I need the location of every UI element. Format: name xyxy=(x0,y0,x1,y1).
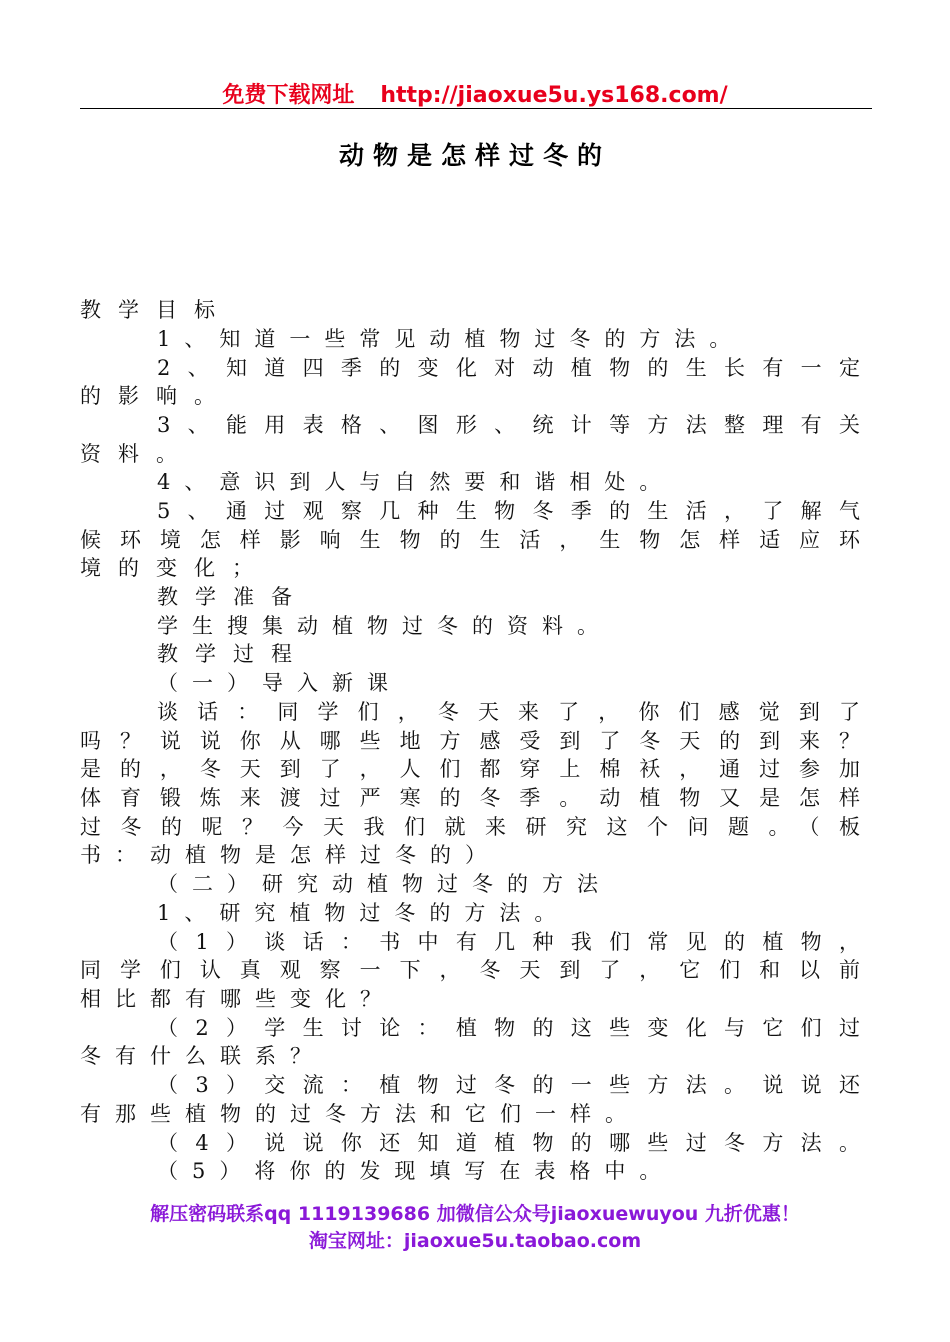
text-line: （3）交流：植物过冬的一些方法。说说还 xyxy=(157,1073,860,1097)
text-line: 有那些植物的过冬方法和它们一样。 xyxy=(80,1102,640,1126)
subsection-heading: （二）研究动植物过冬的方法 xyxy=(157,872,612,896)
page-title: 动物是怎样过冬的 xyxy=(338,141,611,170)
download-url-link[interactable]: http://jiaoxue5u.ys168.com/ xyxy=(380,83,728,108)
section-heading-objectives: 教学目标 xyxy=(80,298,232,322)
footer-shop-link[interactable]: 淘宝网址：jiaoxue5u.taobao.com xyxy=(308,1230,642,1252)
text-line: 1、知道一些常见动植物过冬的方法。 xyxy=(157,327,745,351)
text-line: 过冬的呢？今天我们就来研究这个问题。（板 xyxy=(80,815,860,839)
text-line: 相比都有哪些变化？ xyxy=(80,987,395,1011)
text-line: 冬有什么联系？ xyxy=(80,1044,325,1068)
text-line: 体育锻炼来渡过严寒的冬季。动植物又是怎样 xyxy=(80,786,860,810)
text-line: 1、研究植物过冬的方法。 xyxy=(157,901,570,925)
text-line: 吗？说说你从哪些地方感受到了冬天的到来？ xyxy=(80,729,860,753)
text-line: （1）谈话：书中有几种我们常见的植物， xyxy=(157,930,860,954)
text-line: （4）说说你还知道植物的哪些过冬方法。 xyxy=(157,1131,860,1155)
text-line: 候环境怎样影响生物的生活，生物怎样适应环 xyxy=(80,528,860,552)
text-line: 5、通过观察几种生物冬季的生活，了解气 xyxy=(157,499,860,523)
download-header xyxy=(0,78,950,109)
section-heading-preparation: 教学准备 xyxy=(157,585,309,609)
text-line: 同学们认真观察一下，冬天到了，它们和以前 xyxy=(80,958,860,982)
text-line: 资料。 xyxy=(80,442,194,466)
footer-contact: 解压密码联系qq 1119139686 加微信公众号jiaoxuewuyou 九折优惠！ xyxy=(150,1203,800,1225)
text-line: 3、能用表格、图形、统计等方法整理有关 xyxy=(157,413,860,437)
text-line: 的影响。 xyxy=(80,384,232,408)
text-line: 谈话：同学们，冬天来了，你们感觉到了 xyxy=(157,700,860,724)
text-line: （5）将你的发现填写在表格中。 xyxy=(157,1159,675,1183)
text-line: 书：动植物是怎样过冬的） xyxy=(80,843,500,867)
text-line: 是的，冬天到了，人们都穿上棉袄，通过参加 xyxy=(80,757,860,781)
text-line: 学生搜集动植物过冬的资料。 xyxy=(157,614,612,638)
text-line: 境的变化； xyxy=(80,556,270,580)
text-line: 2、知道四季的变化对动植物的生长有一定 xyxy=(157,356,860,380)
text-line: （2）学生讨论：植物的这些变化与它们过 xyxy=(157,1016,860,1040)
text-line: 4、意识到人与自然要和谐相处。 xyxy=(157,470,675,494)
section-heading-process: 教学过程 xyxy=(157,642,309,666)
subsection-heading: （一）导入新课 xyxy=(157,671,402,695)
download-label: 免费下载网址 xyxy=(222,83,355,108)
header-divider xyxy=(80,108,872,109)
